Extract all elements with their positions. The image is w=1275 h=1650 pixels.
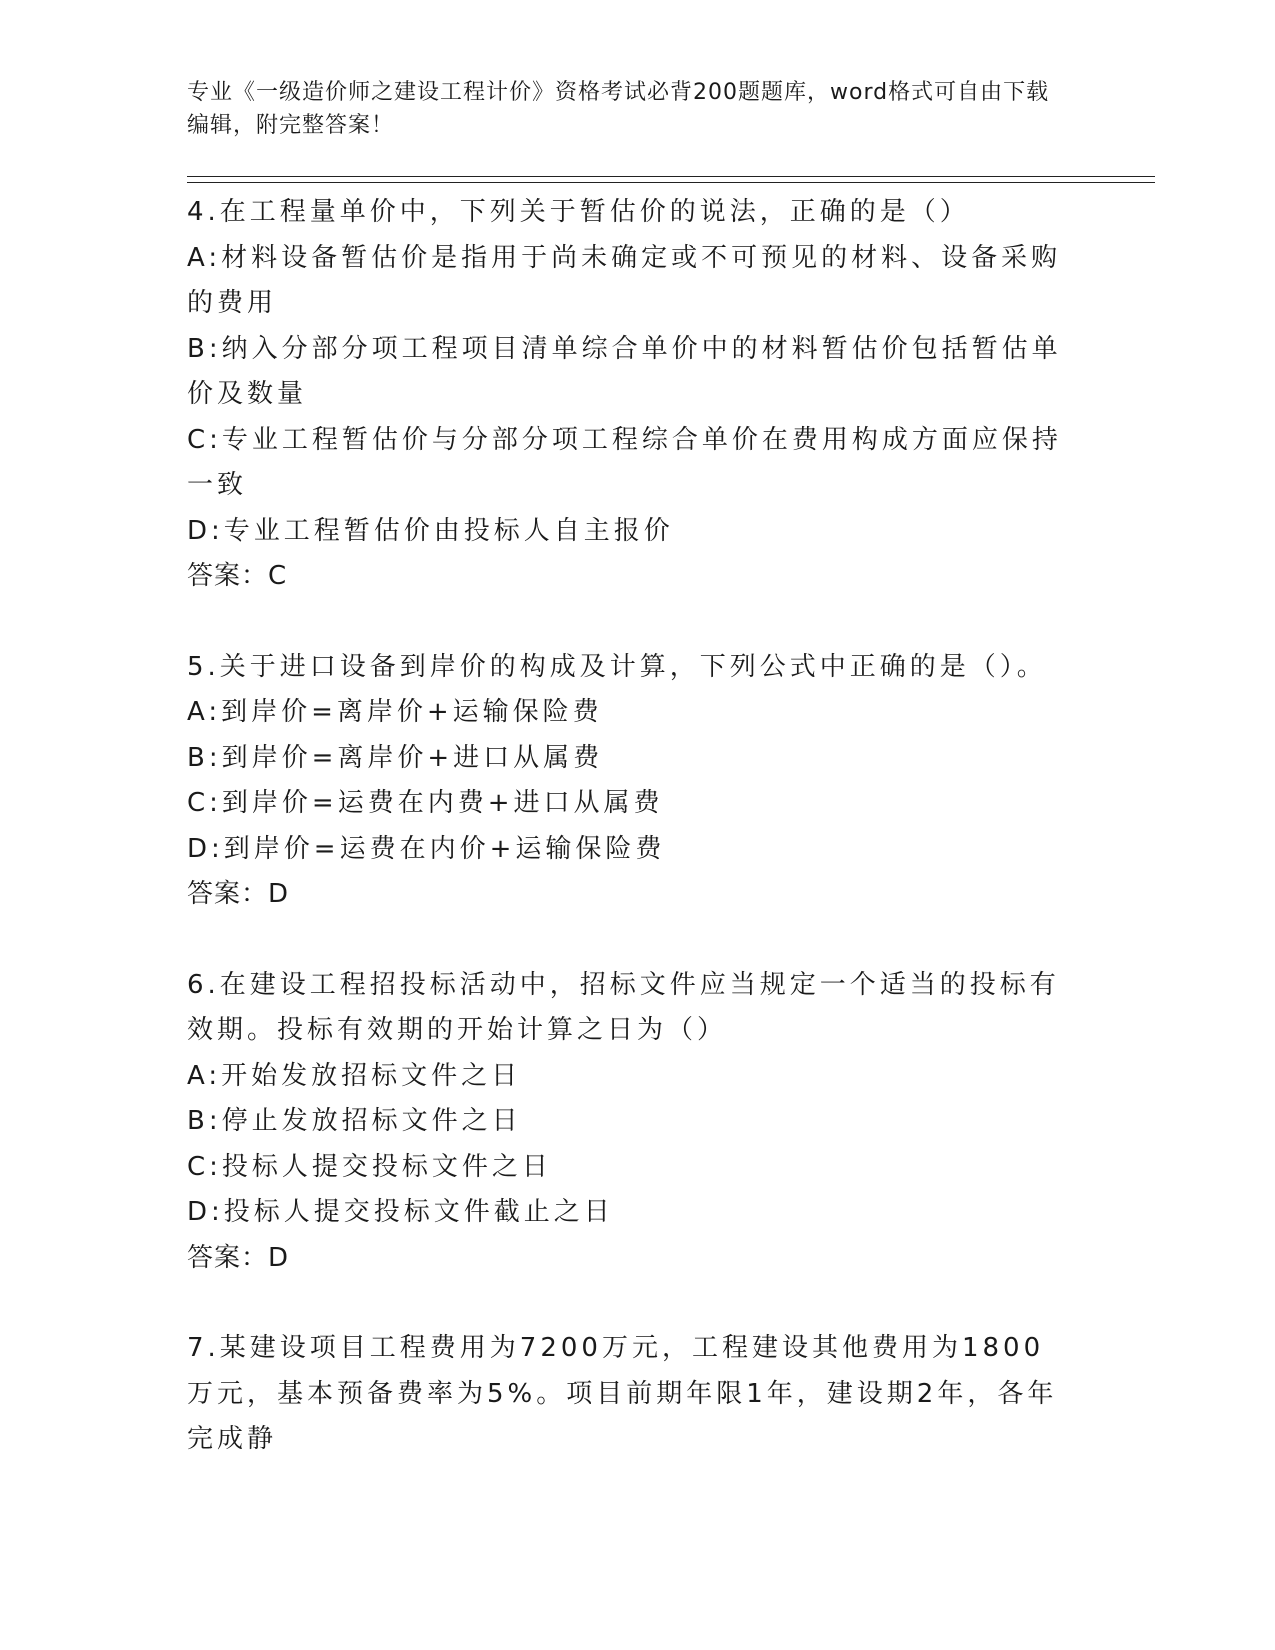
option-b: B:停止发放招标文件之日 xyxy=(187,1106,522,1136)
option-d: D:到岸价=运费在内价+运输保险费 xyxy=(187,833,666,864)
header-divider-bottom xyxy=(187,182,1155,183)
option-c: C:到岸价=运费在内费+进口从属费 xyxy=(187,788,664,818)
header-divider-top xyxy=(187,176,1155,177)
question-5 xyxy=(187,645,1072,918)
option-c: C:投标人提交投标文件之日 xyxy=(187,1151,552,1182)
answer: 答案：C xyxy=(187,561,288,591)
answer: 答案：D xyxy=(187,879,290,909)
option-a: A:材料设备暂估价是指用于尚未确定或不可预见的材料、设备采购的费用 xyxy=(187,242,1062,318)
question-stem: 6.在建设工程招投标活动中，招标文件应当规定一个适当的投标有效期。投标有效期的开始计算之日为（） xyxy=(187,969,1060,1045)
question-list xyxy=(187,190,1072,1463)
question-6 xyxy=(187,963,1072,1282)
option-b: B:纳入分部分项工程项目清单综合单价中的材料暂估价包括暂估单价及数量 xyxy=(187,333,1062,409)
option-c: C:专业工程暂估价与分部分项工程综合单价在费用构成方面应保持一致 xyxy=(187,424,1062,500)
question-stem: 5.关于进口设备到岸价的构成及计算，下列公式中正确的是（）。 xyxy=(187,651,1047,682)
answer: 答案：D xyxy=(187,1242,290,1273)
option-b: B:到岸价=离岸价+进口从属费 xyxy=(187,742,604,773)
option-a: A:开始发放招标文件之日 xyxy=(187,1060,522,1091)
option-d: D:投标人提交投标文件截止之日 xyxy=(187,1197,614,1227)
document-header: 专业《一级造价师之建设工程计价》资格考试必背200题题库，word格式可自由下载编辑，附完整答案！ xyxy=(187,80,1050,138)
question-7 xyxy=(187,1326,1072,1463)
question-stem: 4.在工程量单价中，下列关于暂估价的说法，正确的是（） xyxy=(187,197,970,227)
question-stem: 7.某建设项目工程费用为7200万元，工程建设其他费用为1800万元，基本预备费率为5%。项目前期年限1年，建设期2年，各年完成静 xyxy=(187,1333,1058,1454)
option-a: A:到岸价=离岸价+运输保险费 xyxy=(187,697,603,727)
option-d: D:专业工程暂估价由投标人自主报价 xyxy=(187,515,674,546)
question-4 xyxy=(187,190,1072,600)
